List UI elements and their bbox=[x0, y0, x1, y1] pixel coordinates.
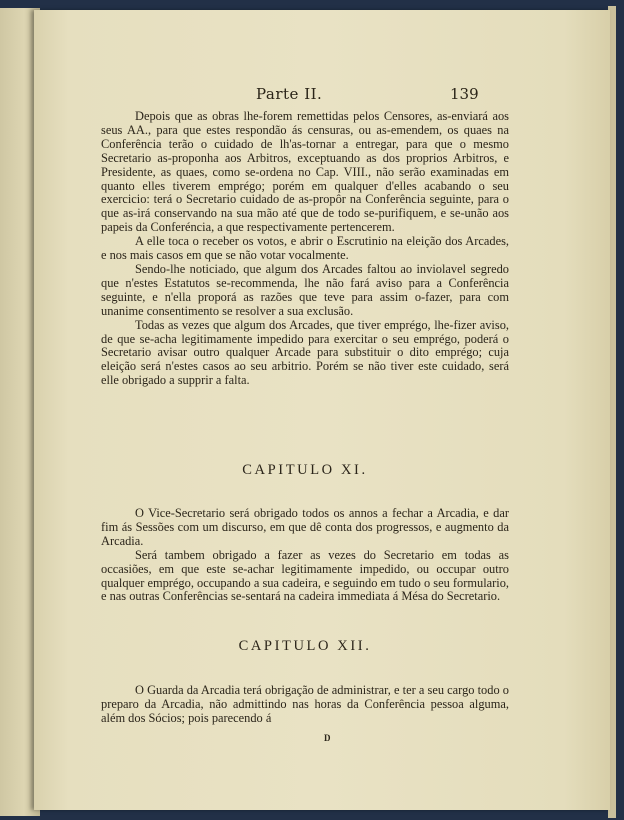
page-number: 139 bbox=[450, 85, 479, 103]
chapter-xii-body bbox=[101, 684, 509, 726]
running-header bbox=[34, 85, 610, 105]
signature-mark: D bbox=[324, 733, 331, 743]
paragraph: O Guarda da Arcadia terá obrigação de administrar, e ter a seu cargo todo o preparo da Arcadia, não admittindo nas horas da Conferência pessoa alguma, além dos Sócios; pois parecendo á bbox=[101, 683, 509, 725]
chapter-xi-body bbox=[101, 507, 509, 604]
paragraph: Todas as vezes que algum dos Arcades, que tiver emprégo, lhe-fizer aviso, de que se-acha legitimamente impedido para exercitar o seu emprégo, poderá o Secretario avisar outro qualquer Arcade para substituir o dito emprégo; cuja eleição será n'estes casos ao seu arbitrio. Porém se não tiver este cuidado, será elle obrigado a supprir a falta. bbox=[101, 317, 509, 388]
paragraph: Depois que as obras lhe-forem remettidas pelos Censores, as-enviará aos seus AA., para que estes respondão ás censuras, ou as-emendem, os quaes na Conferência terão o cuidado de lh'as-tornar a entregar, para que o mesmo Secretario as-proponha aos Arbitros, exceptuando as dos proprios Arbitros, e Presidente, as quaes, como se-ordena no Cap. VIII., não serão examinadas em quanto elles tiverem emprégo; porém em qualquer d'elles acabando o seu exercicio: terá o Secretario cuidado de as-propôr na Conferência seguinte, para o que as-irá conservando na sua mão até que de todo se-purifiquem, e se-unão aos papeis da Conferéncia, a que respectivamente pertencerem. bbox=[101, 109, 509, 235]
paragraph: A elle toca o receber os votos, e abrir o Escrutinio na eleição dos Arcades, e nos mais casos em que se não votar vocalmente. bbox=[101, 234, 509, 263]
page-body bbox=[101, 110, 509, 388]
book-page bbox=[34, 10, 610, 810]
paragraph: Sendo-lhe noticiado, que algum dos Arcades faltou ao inviolavel segredo que n'estes Estatutos se-recommenda, lhe não fará aviso para a Conferência seguinte, e n'ella proporá as razões que teve para assim o-fazer, para com unanime consentimento se resolver a sua exclusão. bbox=[101, 261, 509, 318]
paragraph: Será tambem obrigado a fazer as vezes do Secretario em todas as occasiões, em que este se-achar legitimamente impedido, ou occupar outro qualquer emprégo, occupando a sua cadeira, e seguindo em tudo o seu formulario, e nas outras Conferências se-sentará na cadeira immediata á Mésa do Secretario. bbox=[101, 547, 509, 604]
running-title: Parte II. bbox=[256, 85, 323, 103]
paragraph: O Vice-Secretario será obrigado todos os annos a fechar a Arcadia, e dar fim ás Sessões com um discurso, em que dê conta dos progressos, e augmento da Arcadia. bbox=[101, 506, 509, 548]
chapter-heading: CAPITULO XII. bbox=[238, 638, 372, 654]
chapter-heading: CAPITULO XI. bbox=[242, 462, 368, 478]
